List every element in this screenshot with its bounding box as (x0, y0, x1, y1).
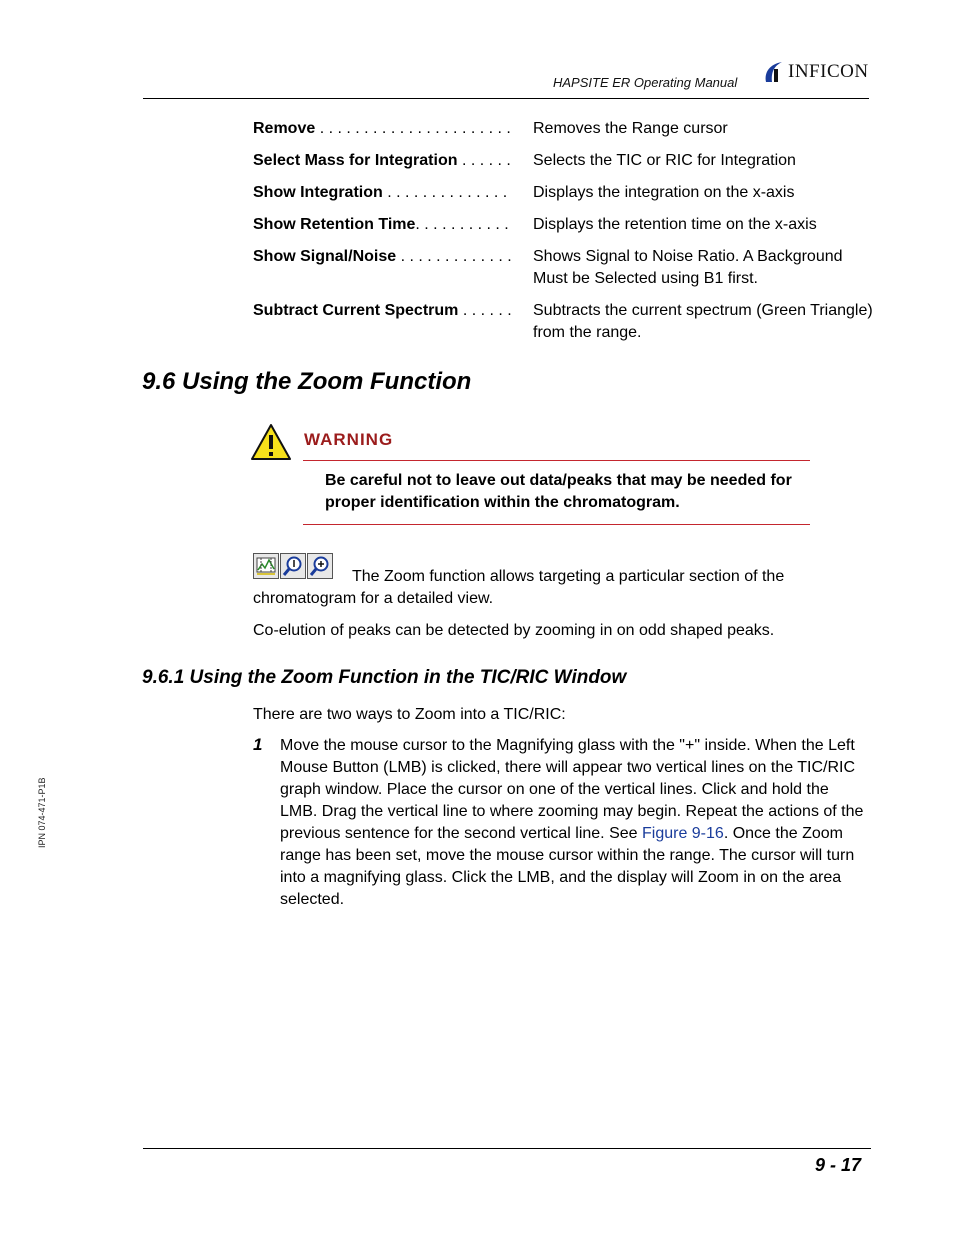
leader-dots: . . . . . . . . . . . . . . (382, 184, 508, 201)
warning-rule-top (303, 460, 810, 461)
warning-rule-bottom (303, 524, 810, 525)
warning-triangle-icon (250, 423, 292, 461)
command-desc: Selects the TIC or RIC for Integration (533, 152, 796, 169)
command-desc: Shows Signal to Noise Ratio. A Background Must be Selected using B1 first. (533, 248, 843, 287)
leader-dots: . . . . . . . . . . . . . (396, 248, 512, 265)
leader-dots: . . . . . . (457, 152, 511, 169)
section-heading: 9.6 Using the Zoom Function (142, 368, 472, 395)
command-table (253, 118, 873, 354)
manual-title: HAPSITE ER Operating Manual (553, 75, 738, 90)
step-text-part: Move the mouse cursor to the Magnifying glass with the "+" inside. When the Left Mouse Button (LMB) is clicked, there will appear two vertical lines on the TIC/RIC graph window. Place the cursor on one of the vertical lines. Click and hold the LMB. Drag the vertical line to where zooming may begin. Repeat the actions of the previous sentence for the second vertical line. See (280, 737, 864, 842)
command-desc: Removes the Range cursor (533, 120, 728, 137)
step-number: 1 (253, 735, 263, 754)
leader-dots: . . . . . . . . . . . . . . . . . . . . . . (315, 120, 511, 137)
coelution-paragraph: Co-elution of peaks can be detected by zooming in on odd shaped peaks. (253, 622, 775, 639)
command-name: Show Integration (253, 184, 383, 201)
command-row (253, 246, 873, 290)
footer-rule (143, 1148, 871, 1149)
leader-dots: . . . . . . . . . . . (415, 216, 509, 233)
zoom-paragraph: The Zoom function allows targeting a particular section of the chromatogram for a detailed view. (253, 568, 785, 607)
inficon-logo (760, 60, 869, 84)
subsection-heading: 9.6.1 Using the Zoom Function in the TIC/RIC Window (142, 667, 627, 688)
leader-dots: . . . . . . (458, 302, 512, 319)
command-row (253, 150, 873, 172)
document-code: IPN 074-471-P1B (37, 777, 47, 848)
header-rule (143, 98, 869, 99)
warning-text: Be careful not to leave out data/peaks that may be needed for proper identification within the chromatogram. (325, 472, 792, 511)
command-row (253, 300, 873, 344)
step-text (280, 735, 868, 911)
inficon-swoosh-icon (760, 60, 786, 84)
command-name: Subtract Current Spectrum (253, 302, 459, 319)
command-name: Select Mass for Integration (253, 152, 458, 169)
command-row (253, 214, 873, 236)
command-desc: Displays the retention time on the x-axis (533, 216, 817, 233)
figure-link[interactable]: Figure 9-16 (641, 825, 724, 842)
command-name: Show Signal/Noise (253, 248, 397, 265)
page-number: 9 - 17 (815, 1155, 862, 1175)
warning-label: WARNING (304, 430, 394, 449)
command-row (253, 118, 873, 140)
intro-paragraph: There are two ways to Zoom into a TIC/RIC: (253, 706, 566, 723)
step-text-part: . Once the Zoom range has been set, move the mouse cursor within the range. The cursor will turn into a magnifying glass. Click the LMB, and the display will Zoom in on the area selected. (280, 825, 855, 908)
command-name: Remove (253, 120, 316, 137)
command-desc: Subtracts the current spectrum (Green Triangle) from the range. (533, 302, 873, 341)
logo-text: INFICON (788, 61, 869, 82)
command-row (253, 182, 873, 204)
command-name: Show Retention Time (253, 216, 416, 233)
command-desc: Displays the integration on the x-axis (533, 184, 795, 201)
